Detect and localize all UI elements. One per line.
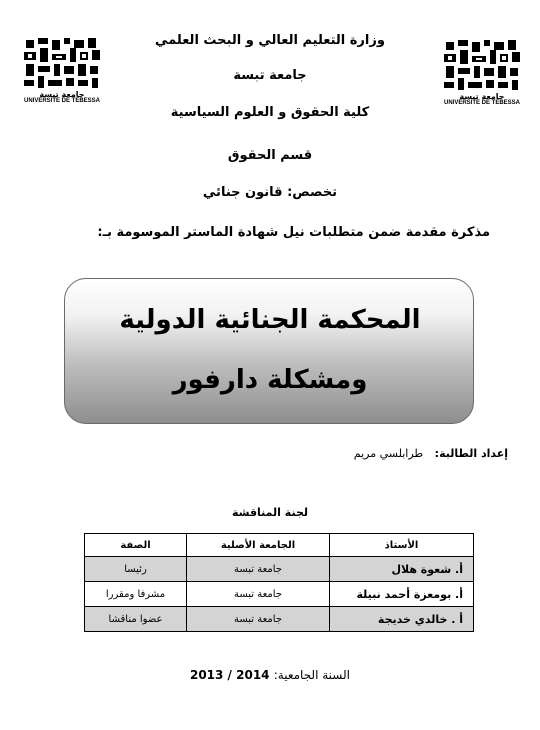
column-header-university: الجامعة الأصلية [187,534,330,557]
student-line [354,447,508,460]
committee-table [84,533,474,632]
specialty-line: تخصص: قانون جنائي [202,185,338,200]
logo-caption-arabic: جامعة تبسة [459,92,505,101]
logo-caption-arabic: جامعة تبسة [39,90,85,99]
table-row [85,607,474,632]
student-label: إعداد الطالبة: [434,447,508,460]
professor-cell: أ. شعوة هلال [330,557,474,582]
faculty-line: كلية الحقوق و العلوم السياسية [170,105,370,120]
department-line: قسم الحقوق [227,148,313,163]
academic-year-label: السنة الجامعية: [273,668,350,682]
academic-year-line [0,668,540,682]
academic-year-value: 2013 / 2014 [189,668,270,682]
thesis-title-box [64,278,474,424]
column-header-role: الصفة [85,534,187,557]
university-cell: جامعة تبسة [187,557,330,582]
student-name: طرابلسي مريم [353,447,424,460]
professor-cell: أ. بومعزة أحمد نبيلة [330,582,474,607]
role-cell: مشرفا ومقررا [85,582,187,607]
ministry-line: وزارة التعليم العالي و البحث العلمي [155,33,385,48]
thesis-title-line2: ومشكلة دارفور [172,365,368,395]
committee-heading: لجنة المناقشة [231,506,308,519]
table-header-row [85,534,474,557]
professor-cell: أ . خالدي خديجة [330,607,474,632]
table-row [85,582,474,607]
university-cell: جامعة تبسة [187,607,330,632]
column-header-professor: الأستاذ [330,534,474,557]
logo-caption-latin: UNIVERSITE DE TEBESSA [23,98,100,104]
role-cell: رئيسا [85,557,187,582]
university-line: جامعة تبسة [233,68,307,83]
university-cell: جامعة تبسة [187,582,330,607]
role-cell: عضوا مناقشا [85,607,187,632]
logo-caption-latin: UNIVERSITE DE TEBESSA [443,100,520,106]
table-row [85,557,474,582]
thesis-title-line1: المحكمة الجنائية الدولية [119,305,421,335]
memo-intro: مذكرة مقدمة ضمن متطلبات نيل شهادة الماستر الموسومة بـ: [97,225,490,240]
